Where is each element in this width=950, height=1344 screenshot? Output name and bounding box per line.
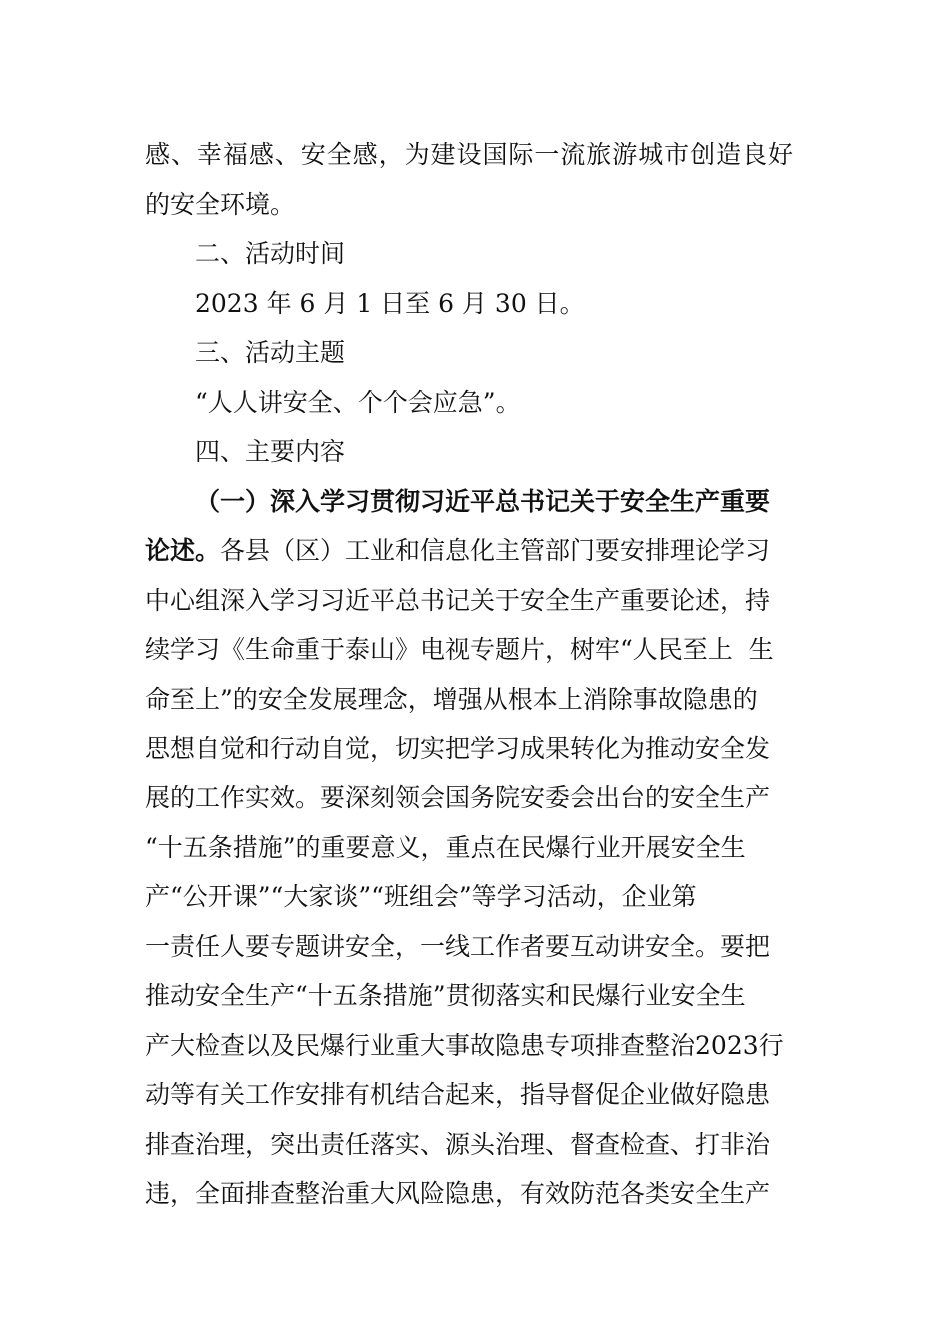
subheading-one: （一）深入学习贯彻习近平总书记关于安全生产重要 xyxy=(195,487,771,516)
body-paragraph-line: 中心组深入学习习近平总书记关于安全生产重要论述，持 xyxy=(145,586,771,615)
section-heading-activity-time: 二、活动时间 xyxy=(195,239,346,268)
body-paragraph-line: 产“公开课”“大家谈”“班组会”等学习活动，企业第 xyxy=(145,882,697,911)
body-paragraph-line: 命至上”的安全发展理念，增强从根本上消除事故隐患的 xyxy=(145,685,758,714)
body-text-segment: 各县（区）工业和信息化主管部门要安排理论学习 xyxy=(220,536,771,565)
body-paragraph-line: 一责任人要专题讲安全，一线工作者要互动讲安全。要把 xyxy=(145,932,771,961)
intro-line-1: 感、幸福感、安全感，为建设国际一流旅游城市创造良好 xyxy=(145,140,793,169)
section-heading-main-content: 四、主要内容 xyxy=(195,437,346,466)
body-paragraph-line: 违，全面排查整治重大风险隐患，有效防范各类安全生产 xyxy=(145,1179,771,1208)
body-paragraph-line: 动等有关工作安排有机结合起来，指导督促企业做好隐患 xyxy=(145,1080,771,1109)
activity-theme-text: “人人讲安全、个个会应急”。 xyxy=(195,388,521,417)
section-heading-activity-theme: 三、活动主题 xyxy=(195,338,346,367)
intro-line-2: 的安全环境。 xyxy=(145,190,296,219)
body-paragraph-line: 产大检查以及民爆行业重大事故隐患专项排查整治2023行 xyxy=(145,1031,784,1060)
subheading-one-continuation: 论述。 xyxy=(145,536,221,565)
body-paragraph-line-1 xyxy=(145,526,815,576)
body-paragraph-line: 续学习《生命重于泰山》电视专题片，树牢“人民至上 生 xyxy=(145,635,774,664)
activity-time-text: 2023 年 6 月 1 日至 6 月 30 日。 xyxy=(195,289,585,318)
body-paragraph-line: 排查治理，突出责任落实、源头治理、督查检查、打非治 xyxy=(145,1130,771,1159)
body-paragraph-line: 思想自觉和行动自觉，切实把学习成果转化为推动安全发 xyxy=(145,734,771,763)
body-paragraph-line: 推动安全生产“十五条措施”贯彻落实和民爆行业安全生 xyxy=(145,981,746,1010)
body-paragraph-line: 展的工作实效。要深刻领会国务院安委会出台的安全生产 xyxy=(145,783,771,812)
body-paragraph-line: “十五条措施”的重要意义，重点在民爆行业开展安全生 xyxy=(145,833,746,862)
